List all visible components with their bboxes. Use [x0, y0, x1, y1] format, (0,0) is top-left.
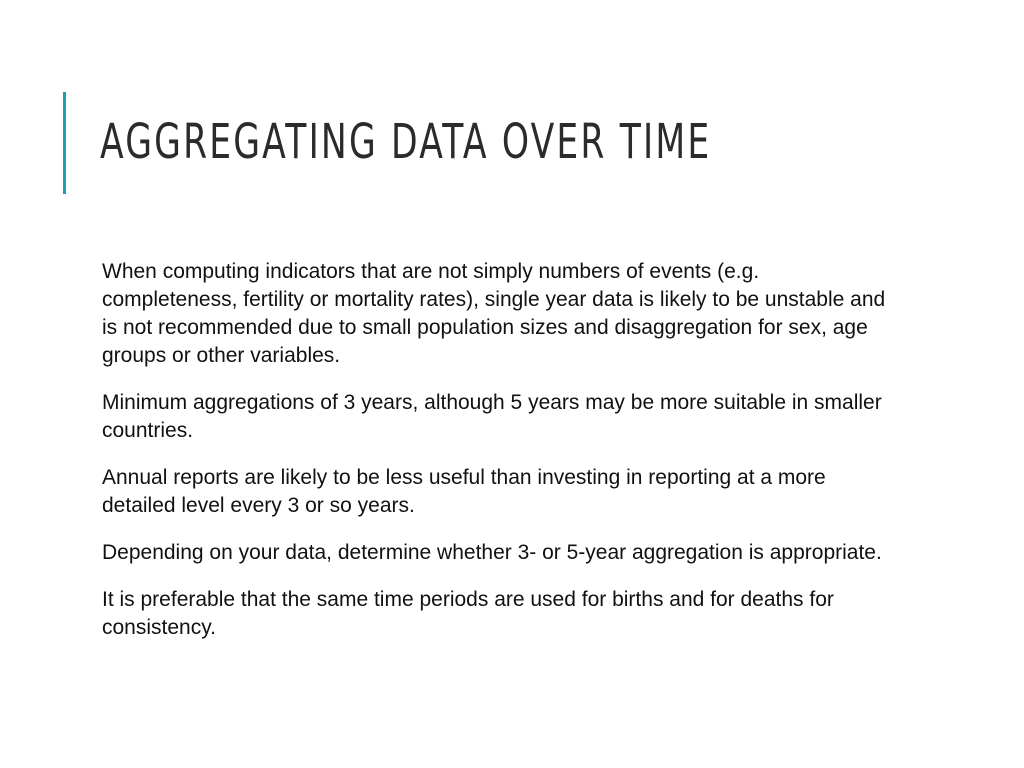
title-accent-bar [63, 92, 66, 194]
slide-body [102, 258, 922, 661]
slide-title: AGGREGATING DATA OVER TIME [100, 114, 712, 170]
paragraph-consistency: It is preferable that the same time periods are used for births and for deaths for consistency. [102, 588, 834, 639]
paragraph-minimum-aggregations: Minimum aggregations of 3 years, although 5 years may be more suitable in smaller countries. [102, 391, 882, 442]
paragraph-determine-aggregation: Depending on your data, determine whether 3- or 5-year aggregation is appropriate. [102, 541, 882, 564]
paragraph-annual-reports: Annual reports are likely to be less useful than investing in reporting at a more detailed level every 3 or so years. [102, 466, 826, 517]
paragraph-indicators: When computing indicators that are not simply numbers of events (e.g. completeness, fertility or mortality rates), single year data is likely to be unstable and is not recommended due to small population sizes and disaggregation for sex, age groups or other variables. [102, 260, 886, 367]
